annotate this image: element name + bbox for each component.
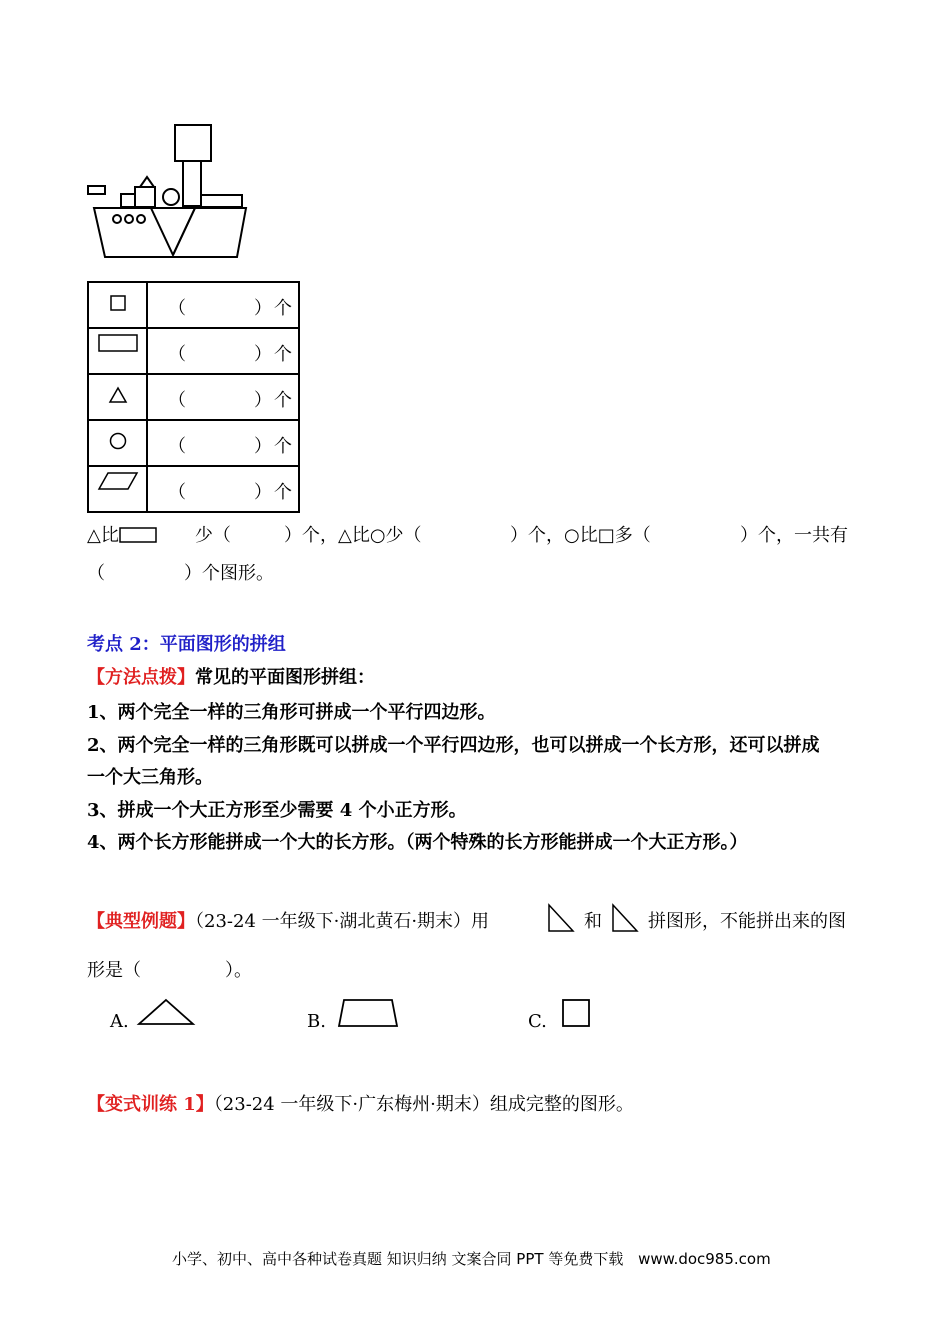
ship-roof-triangle bbox=[140, 177, 154, 187]
method-text: 常见的平面图形拼组： bbox=[195, 667, 375, 688]
option-b-label: B. bbox=[307, 1011, 326, 1032]
triangle-icon bbox=[109, 387, 127, 403]
answer-cell bbox=[147, 420, 299, 466]
compare-text-4: ）个，○比□多（ bbox=[510, 525, 651, 546]
method-point: 4、两个长方形能拼成一个大的长方形。（两个特殊的长方形能拼成一个大正方形。） bbox=[87, 832, 748, 853]
compare-line2-rest: ）个图形。 bbox=[184, 563, 274, 584]
ship-deck-rect bbox=[201, 195, 242, 207]
open-paren: （ bbox=[168, 482, 186, 503]
table-icon-cell bbox=[88, 420, 147, 466]
example-line bbox=[87, 911, 489, 933]
footer-text: 小学、初中、高中各种试卷真题 知识归纳 文案合同 PPT 等免费下载 bbox=[172, 1250, 624, 1268]
right-triangle-icon bbox=[611, 903, 639, 933]
method-tag: 【方法点拨】 bbox=[87, 667, 195, 688]
close-paren: ） bbox=[254, 436, 272, 457]
variant-line bbox=[87, 1094, 634, 1116]
triangle-icon bbox=[137, 998, 195, 1026]
example-line2-end: ）。 bbox=[225, 960, 252, 981]
table-icon-cell bbox=[88, 374, 147, 420]
rectangle-icon bbox=[119, 527, 157, 543]
compare-text-5: ）个，一共有 bbox=[740, 525, 848, 546]
circle-icon bbox=[109, 432, 127, 450]
table-row bbox=[88, 420, 299, 466]
shape-count-table bbox=[87, 281, 300, 513]
table-row bbox=[88, 374, 299, 420]
footer bbox=[172, 1248, 771, 1269]
section-title: 考点 2：平面图形的拼组 bbox=[87, 634, 286, 655]
trapezoid-icon bbox=[337, 998, 399, 1028]
method-line bbox=[87, 667, 375, 689]
method-point: 1、两个完全一样的三角形可拼成一个平行四边形。 bbox=[87, 702, 496, 723]
parallelogram-icon bbox=[98, 472, 138, 490]
ship-cabin-circle bbox=[163, 189, 179, 205]
ship-chimney-square bbox=[175, 125, 211, 161]
option-c-label: C. bbox=[528, 1011, 547, 1032]
example-after: 拼图形，不能拼出来的图 bbox=[648, 911, 846, 932]
answer-cell bbox=[147, 282, 299, 328]
right-triangle-icon bbox=[547, 903, 575, 933]
variant-text: （23-24 一年级下·广东梅州·期末）组成完整的图形。 bbox=[213, 1094, 634, 1115]
footer-link[interactable]: www.doc985.com bbox=[638, 1250, 771, 1268]
option-a-label: A. bbox=[110, 1011, 129, 1032]
variant-tag: 【变式训练 1】 bbox=[87, 1094, 214, 1115]
open-paren: （ bbox=[168, 390, 186, 411]
ship-porthole bbox=[137, 215, 145, 223]
open-paren: （ bbox=[168, 298, 186, 319]
close-paren: ） bbox=[254, 298, 272, 319]
table-row bbox=[88, 328, 299, 374]
table-icon-cell bbox=[88, 282, 147, 328]
ship-figure bbox=[85, 122, 255, 262]
compare-text-2: 少（ bbox=[194, 525, 231, 546]
answer-cell bbox=[147, 466, 299, 512]
unit-label: 个 bbox=[274, 344, 292, 365]
close-paren: ） bbox=[254, 390, 272, 411]
example-source: （23-24 一年级下·湖北黄石·期末）用 bbox=[195, 911, 490, 932]
table-icon-cell bbox=[88, 328, 147, 374]
method-point: 2、两个完全一样的三角形既可以拼成一个平行四边形，也可以拼成一个长方形，还可以拼成 bbox=[87, 735, 820, 756]
method-point: 3、拼成一个大正方形至少需要 4 个小正方形。 bbox=[87, 800, 467, 821]
unit-label: 个 bbox=[274, 390, 292, 411]
compare-text-3: ）个，△比○少（ bbox=[284, 525, 422, 546]
rectangle-icon bbox=[98, 334, 138, 352]
ship-square-small bbox=[121, 194, 135, 207]
compare-line bbox=[87, 525, 231, 547]
compare-text-1: △比 bbox=[87, 525, 119, 546]
ship-chimney-rect bbox=[183, 161, 201, 206]
close-paren: ） bbox=[254, 482, 272, 503]
square-icon bbox=[110, 295, 126, 311]
square-icon bbox=[562, 999, 590, 1027]
example-tag: 【典型例题】 bbox=[87, 911, 195, 932]
table-row bbox=[88, 466, 299, 512]
unit-label: 个 bbox=[274, 436, 292, 457]
table-icon-cell bbox=[88, 466, 147, 512]
open-paren: （ bbox=[168, 344, 186, 365]
ship-porthole bbox=[125, 215, 133, 223]
ship-hull-triangle-left bbox=[151, 208, 195, 255]
close-paren: ） bbox=[254, 344, 272, 365]
method-point: 一个大三角形。 bbox=[87, 767, 213, 788]
table-row bbox=[88, 282, 299, 328]
example-line2: 形是（ bbox=[87, 960, 141, 981]
open-paren: （ bbox=[168, 436, 186, 457]
example-and: 和 bbox=[584, 911, 602, 932]
unit-label: 个 bbox=[274, 298, 292, 319]
ship-cabin-rect bbox=[135, 187, 155, 207]
unit-label: 个 bbox=[274, 482, 292, 503]
answer-cell bbox=[147, 374, 299, 420]
ship-flag-rect bbox=[88, 186, 105, 194]
ship-porthole bbox=[113, 215, 121, 223]
compare-line2-open: （ bbox=[87, 563, 105, 584]
answer-cell bbox=[147, 328, 299, 374]
